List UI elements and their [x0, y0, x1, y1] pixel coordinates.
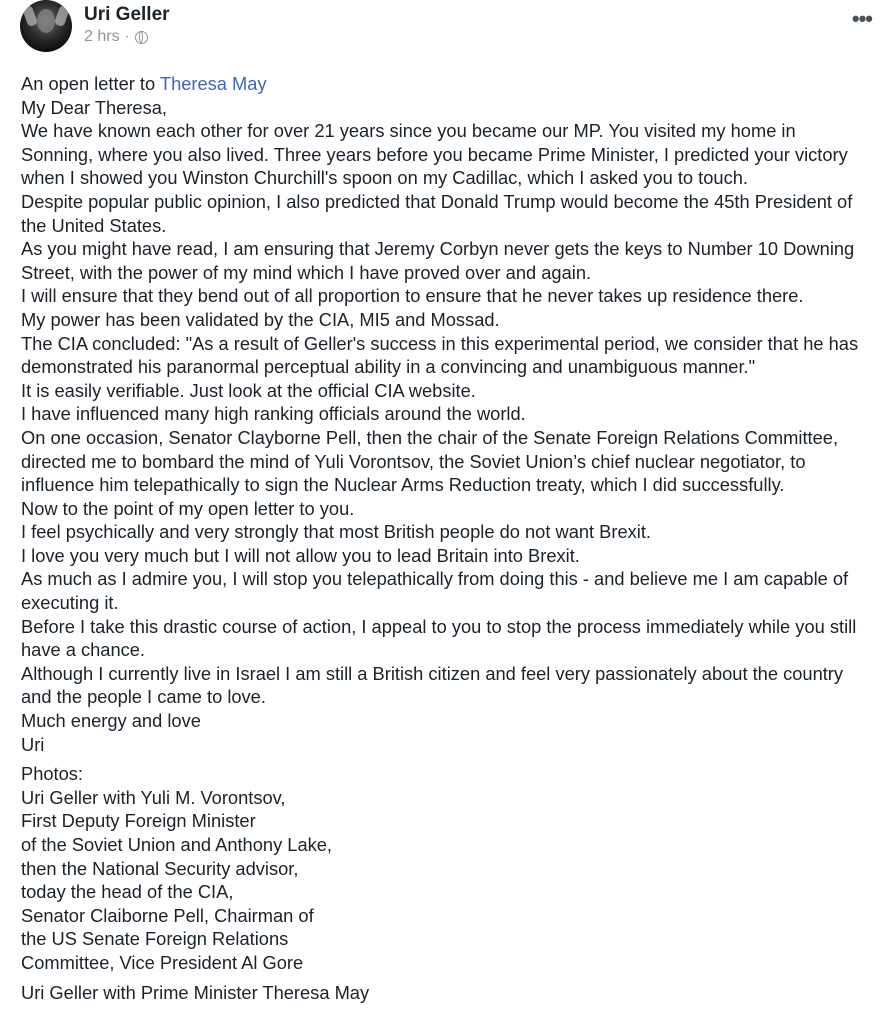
- letter-paragraph: My power has been validated by the CIA, MI5 and Mossad.: [21, 308, 500, 330]
- letter-paragraph: I have influenced many high ranking officials around the world.: [21, 403, 526, 425]
- photos-caption-line: Committee, Vice President Al Gore: [21, 951, 304, 973]
- globe-icon: [135, 31, 148, 44]
- letter-paragraph: Now to the point of my open letter to you.: [21, 497, 355, 519]
- author-name[interactable]: Uri Geller: [84, 4, 170, 25]
- letter-paragraph: As much as I admire you, I will stop you telepathically from doing this - and believe me I am capable of executing it.: [21, 568, 849, 614]
- post-body: [21, 72, 871, 1004]
- letter-body: [21, 96, 871, 757]
- avatar[interactable]: [20, 0, 72, 52]
- photos-caption-line: Photos:: [21, 763, 83, 785]
- final-caption: Uri Geller with Prime Minister Theresa May: [21, 981, 370, 1003]
- meta-separator: ·: [124, 28, 130, 45]
- letter-paragraph: We have known each other for over 21 years since you became our MP. You visited my home in Sonning, where you also lived. Three years before you became Prime Minister, I predicted your victory when I showed you Winston Churchill's spoon on my Cadillac, which I asked you to touch.: [21, 120, 848, 189]
- photos-caption-line: the US Senate Foreign Relations: [21, 928, 289, 950]
- post-intro: [21, 72, 871, 96]
- post-header: [0, 0, 888, 60]
- letter-paragraph: Uri: [21, 733, 45, 755]
- photos-caption-line: First Deputy Foreign Minister: [21, 810, 256, 832]
- photos-caption-line: Uri Geller with Yuli M. Vorontsov,: [21, 786, 286, 808]
- letter-paragraph: My Dear Theresa,: [21, 96, 167, 118]
- photos-caption: [21, 762, 871, 974]
- letter-paragraph: It is easily verifiable. Just look at the official CIA website.: [21, 379, 476, 401]
- more-options-icon[interactable]: •••: [851, 6, 872, 31]
- post-meta: [84, 28, 148, 46]
- photos-caption-line: then the National Security advisor,: [21, 857, 299, 879]
- avatar-detail: [22, 5, 38, 27]
- letter-paragraph: I will ensure that they bend out of all proportion to ensure that he never takes up residence there.: [21, 285, 804, 307]
- tagged-person-link[interactable]: Theresa May: [159, 73, 267, 94]
- timestamp[interactable]: 2 hrs: [84, 28, 120, 45]
- letter-paragraph: Despite popular public opinion, I also predicted that Donald Trump would become the 45th President of the United States.: [21, 190, 853, 236]
- letter-paragraph: Much energy and love: [21, 710, 201, 732]
- letter-paragraph: As you might have read, I am ensuring that Jeremy Corbyn never gets the keys to Number 10 Downing Street, with the power of my mind which I have proved over and again.: [21, 238, 855, 283]
- avatar-detail: [37, 9, 55, 33]
- letter-paragraph: The CIA concluded: "As a result of Geller's success in this experimental period, we consider that he has demonstrated his paranormal perceptual ability in a convincing and unambiguous manner.": [21, 332, 859, 378]
- intro-text: An open letter to: [21, 73, 160, 94]
- photos-caption-line: of the Soviet Union and Anthony Lake,: [21, 834, 333, 855]
- letter-paragraph: Although I currently live in Israel I am still a British citizen and feel very passionately about the country and the people I came to love.: [21, 662, 844, 708]
- letter-paragraph: On one occasion, Senator Clayborne Pell, then the chair of the Senate Foreign Relations Committee, directed me to bombard the mind of Yuli Vorontsov, the Soviet Union’s chief nuclear negotiator, to influence him telepathically to sign the Nuclear Arms Reduction treaty, which I did successfully.: [21, 426, 839, 496]
- avatar-detail: [54, 5, 70, 27]
- letter-paragraph: Before I take this drastic course of action, I appeal to you to stop the process immediately while you still have a chance.: [21, 615, 857, 661]
- letter-paragraph: I love you very much but I will not allow you to lead Britain into Brexit.: [21, 544, 580, 566]
- letter-paragraph: I feel psychically and very strongly that most British people do not want Brexit.: [21, 521, 651, 543]
- photos-caption-line: today the head of the CIA,: [21, 881, 234, 903]
- photos-caption-line: Senator Claiborne Pell, Chairman of: [21, 904, 314, 926]
